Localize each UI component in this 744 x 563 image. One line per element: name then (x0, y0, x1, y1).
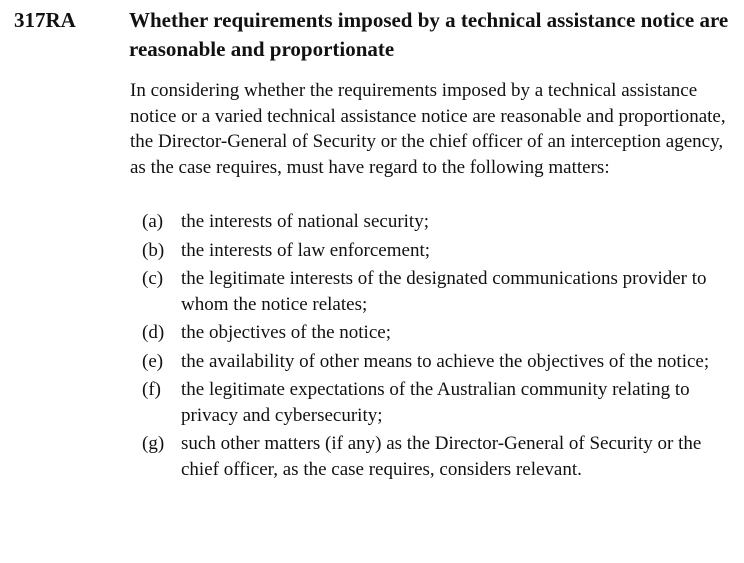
list-item-label: (a) (142, 211, 164, 232)
list-item-label: (g) (142, 433, 165, 454)
list-item-text: the legitimate interests of the designated communications provider to whom the notice relates; (181, 268, 707, 315)
list-item-text: the objectives of the notice; (181, 322, 391, 343)
intro-paragraph: In considering whether the requirements imposed by a technical assistance notice or a varied technical assistance notice are reasonable and proportionate, the Director-General of Security or the chief officer of an interception agency, as the case requires, must have regard to the following matters: (130, 80, 726, 178)
list-item-label: (f) (142, 379, 161, 400)
list-item-label: (e) (142, 350, 164, 372)
list-item-text: the legitimate expectations of the Australian community relating to privacy and cybersecurity; (181, 379, 690, 426)
list-item (130, 431, 730, 482)
list-item (130, 266, 730, 317)
section-number: 317RA (14, 8, 76, 32)
list-item (130, 349, 730, 375)
matters-list (130, 209, 730, 485)
list-item-label: (b) (142, 239, 165, 261)
list-item-text: the availability of other means to achieve the objectives of the notice; (181, 350, 710, 372)
list-item-label: (c) (142, 268, 164, 289)
list-item-text: the interests of law enforcement; (181, 239, 431, 261)
section-title: Whether requirements imposed by a technical assistance notice are reasonable and proportionate (129, 8, 729, 61)
list-item-text: the interests of national security; (181, 211, 429, 232)
list-item-label: (d) (142, 322, 165, 343)
section-heading (14, 6, 734, 64)
list-item (130, 238, 730, 264)
list-item-text: such other matters (if any) as the Director-General of Security or the chief officer, as the case requires, considers relevant. (181, 433, 702, 480)
list-item (130, 320, 730, 346)
list-item (130, 377, 730, 428)
list-item (130, 209, 730, 235)
